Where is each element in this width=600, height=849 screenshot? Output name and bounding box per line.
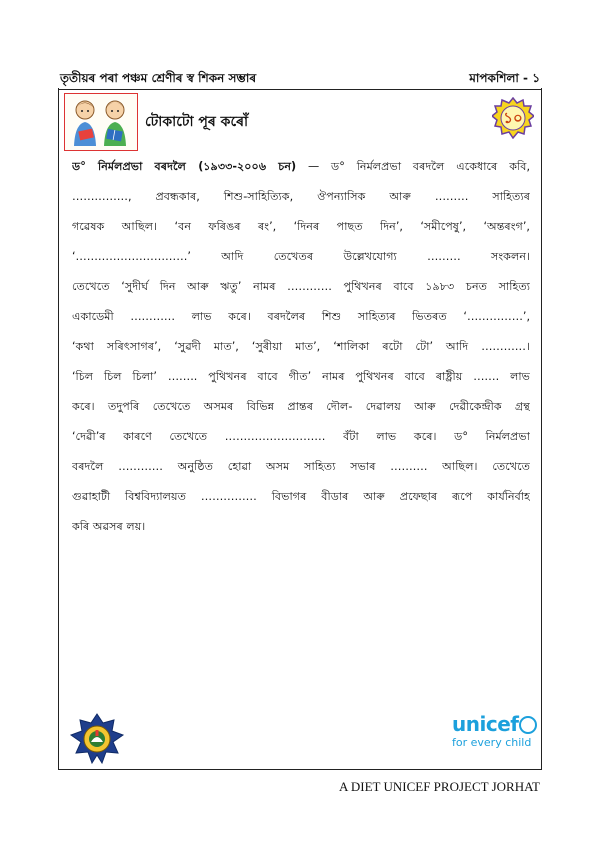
sheet-label: মাপকশিলা - ১ (469, 71, 540, 85)
passage-line: তেখেতে ‘সুদীৰ্ঘ দিন আৰু ঋতু’ নামৰ ………… পুথিখনৰ বাবে ১৯৮৩ চনত সাহিত্য (72, 280, 530, 293)
passage (72, 152, 530, 542)
passage-line-1-rest: — ড° নিৰ্মলপ্ৰভা বৰদলৈ একেধাৰে কবি, (296, 160, 530, 173)
unicef-tagline: for every child (452, 736, 532, 749)
passage-line-1 (72, 152, 530, 182)
passage-line: গুৱাহাটী বিশ্ববিদ্যালয়ত …………… বিভাগৰ বীডাৰ আৰু প্ৰফেছাৰ ৰূপে কাৰ্যনিৰ্বাহ (72, 490, 530, 503)
unicef-logo (452, 712, 537, 749)
passage-line: ……………, প্ৰবন্ধকাৰ, শিশু-সাহিত্যিক, ঔপন্যাসিক আৰু ……… সাহিত্যৰ (72, 190, 530, 203)
footer-project-label: A DIET UNICEF PROJECT JORHAT (338, 779, 540, 794)
children-reading-illustration (64, 93, 138, 151)
passage-line: বৰদলৈ ………… অনুষ্ঠিত হোৱা অসম সাহিত্য সভাৰ ………. আছিল। তেখেতে (72, 460, 530, 473)
passage-line: একাডেমী ………… লাভ কৰে। বৰদলৈৰ শিশু সাহিত্যৰ ভিতৰত ‘……………’, (72, 310, 530, 323)
number-badge (492, 97, 534, 139)
passage-line: কৰে। তদুপৰি তেখেতে অসমৰ বিভিন্ন প্ৰান্তৰ দৌল- দেৱালয় আৰু দেৱীকেন্দ্ৰীক গ্ৰন্থ (72, 400, 530, 413)
passage-line: গৱেষক আছিল। ‘বন ফৰিঙৰ ৰং’, ‘দিনৰ পাছত দিন’, ‘সমীপেষু’, ‘অন্তৰংগ’, (72, 220, 530, 233)
unicef-globe-icon (519, 716, 537, 734)
activity-title: টোকাটো পূৰ কৰোঁ (145, 114, 249, 130)
series-title: তৃতীয়ৰ পৰা পঞ্চম শ্ৰেণীৰ স্ব শিকন সম্ভাৰ (60, 71, 257, 85)
passage-line: ‘দেৱী’ৰ কাৰণে তেখেতে ……………………… বঁটা লাভ কৰে। ড° নিৰ্মলপ্ৰভা (72, 430, 530, 443)
unicef-wordmark: unicef (452, 712, 519, 736)
diet-emblem-icon (68, 713, 126, 765)
passage-line: ‘চিল চিল চিলা’ …….. পুথিখনৰ বাবে গীত’ নামৰ পুথিখনৰ বাবে ৰাষ্ট্ৰীয় ……. লাভ (72, 370, 530, 383)
passage-line: ‘…………………………’ আদি তেখেতৰ উল্লেখযোগ্য ……… সংকলন। (72, 250, 530, 263)
passage-lead: ড° নিৰ্মলপ্ৰভা বৰদলৈ (১৯৩৩-২০০৬ চন) (72, 160, 297, 173)
passage-line: কৰি অৱসৰ লয়। (72, 520, 146, 533)
badge-number: ১০ (503, 109, 523, 127)
passage-line: ‘কথা সৰিৎসাগৰ’, ‘সুৱদী মাত’, ‘সুৰীয়া মাত’, ‘শালিকা ৰটো টো’ আদি …………। (72, 340, 530, 353)
